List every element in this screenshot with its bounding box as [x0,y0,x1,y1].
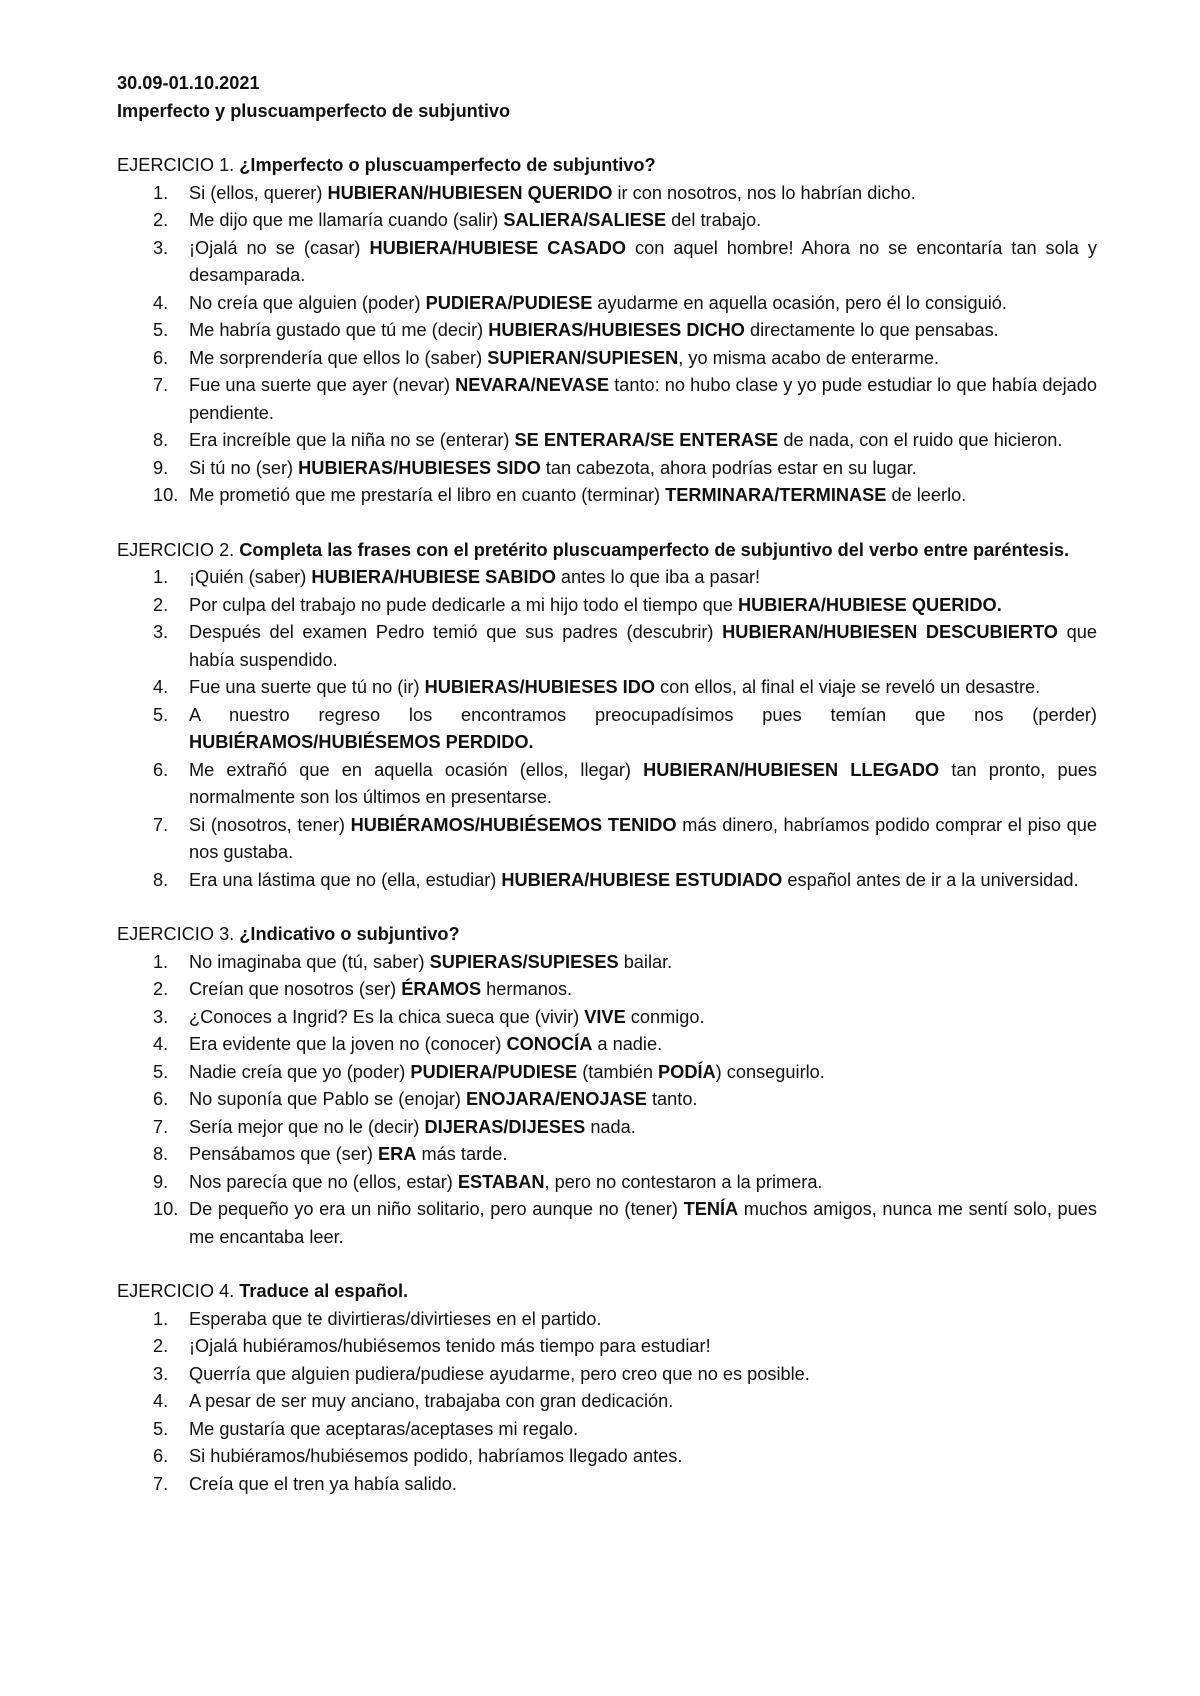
list-item [117,455,1097,483]
item-number: 2. [153,1336,169,1356]
answer-text: TENÍA [683,1199,739,1219]
sentence-text: Si (nosotros, tener) [189,814,351,835]
list-item [117,1443,1097,1471]
sentence-text: Era evidente que la joven no (conocer) [189,1034,507,1054]
item-number: 4. [153,1034,169,1054]
item-number: 5. [153,1418,169,1439]
answer-text: HUBIÉRAMOS/HUBIÉSEMOS TENIDO [350,814,677,835]
sentence-text: De pequeño yo era un niño solitario, pero aunque no (tener) [189,1199,684,1219]
sentence-text: ayudarme en aquella ocasión, pero él lo consiguió. [592,292,1007,313]
list-item [117,757,1097,812]
item-number: 1. [153,951,169,972]
list-item [117,1114,1097,1142]
sentence-text: a nadie. [592,1034,663,1054]
sentence-text: con ellos, al final el viaje se reveló un desastre. [654,677,1041,697]
sentence-text: tanto: no hubo clase y yo pude estudiar lo que había dejado pendiente. [189,375,1098,423]
sentence-text: Me dijo que me llamaría cuando (salir) [189,210,504,230]
item-number: 4. [153,1391,169,1411]
item-number: 10. [153,485,179,505]
sentence-text: tan cabezota, ahora podrías estar en su lugar. [540,457,917,478]
answer-text: SALIERA/SALIESE [503,210,667,230]
answer-text: ESTABAN [457,1171,545,1192]
exercise-list [117,564,1097,894]
sentence-text: más dinero, habríamos podido comprar el piso que nos gustaba. [189,814,1097,862]
exercise-section [117,1278,1097,1498]
item-number: 10. [153,1199,179,1219]
item-number: 5. [153,1061,169,1082]
sentence-text: Esperaba que te divirtieras/divirtieses en el partido. [189,1308,602,1329]
sentence-text: No creía que alguien (poder) [189,292,426,313]
list-item [117,619,1097,674]
sentence-text: Por culpa del trabajo no pude dedicarle a mi hijo todo el tiempo que [189,594,739,615]
answer-text: HUBIERAS/HUBIESES DICHO [488,320,745,340]
answer-text: HUBIERAS/HUBIESES IDO [424,677,655,697]
answer-text: HUBIERAN/HUBIESEN DESCUBIERTO [722,622,1058,642]
exercise-instruction: Traduce al español. [239,1281,409,1301]
sentence-text: ¿Conoces a Ingrid? Es la chica sueca que (vivir) [189,1006,585,1027]
answer-text: HUBIERA/HUBIESE CASADO [369,237,627,258]
list-item [117,1059,1097,1087]
list-item [117,207,1097,235]
sentence-text: Me habría gustado que tú me (decir) [189,320,489,340]
list-item [117,1416,1097,1444]
sentence-text: Me extrañó que en aquella ocasión (ellos, llegar) [189,759,644,780]
sentence-text: Fue una suerte que ayer (nevar) [189,375,456,395]
document-date: 30.09-01.10.2021 [117,73,260,93]
answer-text: TERMINARA/TERMINASE [665,485,887,505]
list-item [117,949,1097,977]
item-number: 2. [153,979,169,999]
item-number: 4. [153,677,169,697]
answer-text: NEVARA/NEVASE [455,375,610,395]
sentence-text: bailar. [618,951,673,972]
item-number: 6. [153,1446,169,1466]
list-item [117,564,1097,592]
list-item [117,1031,1097,1059]
answer-text: CONOCÍA [506,1034,593,1054]
item-number: 4. [153,292,169,313]
answer-text: SUPIERAN/SUPIESEN [487,347,679,368]
sentence-text: hermanos. [481,979,573,999]
sentence-text: ir con nosotros, nos lo habrían dicho. [612,182,916,203]
list-item [117,372,1097,427]
list-item [117,976,1097,1004]
sentence-text: Era una lástima que no (ella, estudiar) [189,869,502,890]
document-subtitle: Imperfecto y pluscuamperfecto de subjuntivo [117,100,511,121]
list-item [117,702,1097,757]
sentence-text: más tarde. [416,1144,508,1164]
sentence-text: Me sorprendería que ellos lo (saber) [189,347,488,368]
answer-text: SE ENTERARA/SE ENTERASE [514,430,779,450]
sentence-text: No suponía que Pablo se (enojar) [189,1089,467,1109]
exercise-number: EJERCICIO 2. [117,539,240,560]
list-item [117,1086,1097,1114]
item-number: 3. [153,1363,169,1384]
exercise-instruction: ¿Indicativo o subjuntivo? [239,924,460,944]
answer-text: ERA [378,1144,417,1164]
sentence-text: , pero no contestaron a la primera. [544,1171,823,1192]
item-number: 1. [153,182,169,203]
answer-text: HUBIERA/HUBIESE QUERIDO. [738,594,1002,615]
exercise-instruction: ¿Imperfecto o pluscuamperfecto de subjuntivo? [239,155,656,175]
item-number: 2. [153,594,169,615]
item-number: 8. [153,430,169,450]
sentence-text: Me prometió que me prestaría el libro en cuanto (terminar) [189,485,666,505]
list-item [117,290,1097,318]
answer-text: HUBIERAN/HUBIESEN LLEGADO [643,759,940,780]
answer-text: HUBIERAS/HUBIESES SIDO [298,457,541,478]
sentence-text: Si hubiéramos/hubiésemos podido, habríamos llegado antes. [189,1446,683,1466]
list-item [117,1471,1097,1499]
exercise-section [117,537,1097,895]
list-item [117,1196,1097,1251]
sentence-text: Si tú no (ser) [189,457,299,478]
sentence-text: Fue una suerte que tú no (ir) [189,677,425,697]
exercise-number: EJERCICIO 1. [117,155,240,175]
sentence-text: ¡Ojalá hubiéramos/hubiésemos tenido más tiempo para estudiar! [189,1336,711,1356]
sentence-text: Nos parecía que no (ellos, estar) [189,1171,458,1192]
sentence-text: (también [577,1061,659,1082]
exercise-list [117,949,1097,1252]
sentence-text: Era increíble que la niña no se (enterar) [189,430,515,450]
list-item [117,345,1097,373]
document-page [117,70,1097,1498]
list-item [117,1169,1097,1197]
sentence-text: de leerlo. [886,485,967,505]
exercise-title [117,537,1097,565]
sentence-text: ¡Quién (saber) [189,567,312,587]
list-item [117,674,1097,702]
sentence-text: A nuestro regreso los encontramos preocupadísimos pues temían que nos (perder) [189,704,1097,725]
sentence-text: que había suspendido. [189,622,1097,670]
sentence-text: Me gustaría que aceptaras/aceptases mi regalo. [189,1418,579,1439]
item-number: 7. [153,1473,169,1494]
sentence-text: Después del examen Pedro temió que sus padres (descubrir) [189,622,723,642]
exercise-list [117,180,1097,510]
item-number: 3. [153,1006,169,1027]
list-item [117,867,1097,895]
sentence-text: Creía que el tren ya había salido. [189,1473,457,1494]
list-item [117,1141,1097,1169]
sentence-text: Pensábamos que (ser) [189,1144,379,1164]
item-number: 1. [153,567,169,587]
item-number: 1. [153,1308,169,1329]
exercise-number: EJERCICIO 4. [117,1281,240,1301]
list-item [117,235,1097,290]
item-number: 8. [153,869,169,890]
exercise-section [117,152,1097,510]
answer-text: HUBIERAN/HUBIESEN QUERIDO [327,182,613,203]
sentence-text: tanto. [646,1089,698,1109]
answer-text: PUDIERA/PUDIESE [425,292,593,313]
item-number: 7. [153,814,169,835]
item-number: 9. [153,457,169,478]
list-item [117,317,1097,345]
answer-text: VIVE [584,1006,626,1027]
answer-text: PODÍA [658,1061,716,1082]
sentence-text: , yo misma acabo de enterarme. [678,347,940,368]
item-number: 6. [153,1089,169,1109]
list-item [117,1306,1097,1334]
list-item [117,1361,1097,1389]
list-item [117,812,1097,867]
item-number: 6. [153,759,169,780]
exercise-instruction: Completa las frases con el pretérito pluscuamperfecto de subjuntivo del verbo entre paréntesis. [239,539,1070,560]
list-item [117,1004,1097,1032]
item-number: 3. [153,622,169,642]
sentence-text: A pesar de ser muy anciano, trabajaba con gran dedicación. [189,1391,674,1411]
sentence-text: ¡Ojalá no se (casar) [189,237,370,258]
exercise-title [117,152,1097,180]
list-item [117,180,1097,208]
answer-text: SUPIERAS/SUPIESES [429,951,619,972]
sentence-text: Nadie creía que yo (poder) [189,1061,411,1082]
answer-text: HUBIÉRAMOS/HUBIÉSEMOS PERDIDO. [189,732,534,752]
answer-text: HUBIERA/HUBIESE SABIDO [311,567,556,587]
exercise-sections [117,152,1097,1498]
list-item [117,592,1097,620]
list-item [117,1388,1097,1416]
sentence-text: antes lo que iba a pasar! [555,567,761,587]
sentence-text: nada. [585,1116,636,1137]
sentence-text: Creían que nosotros (ser) [189,979,402,999]
sentence-text: del trabajo. [666,210,762,230]
sentence-text: español antes de ir a la universidad. [782,869,1079,890]
sentence-text: Querría que alguien pudiera/pudiese ayudarme, pero creo que no es posible. [189,1363,810,1384]
answer-text: PUDIERA/PUDIESE [410,1061,578,1082]
item-number: 6. [153,347,169,368]
sentence-text: conmigo. [625,1006,705,1027]
item-number: 8. [153,1144,169,1164]
list-item [117,482,1097,510]
sentence-text: Si (ellos, querer) [189,182,328,203]
item-number: 2. [153,210,169,230]
exercise-title [117,921,1097,949]
sentence-text: No imaginaba que (tú, saber) [189,951,430,972]
exercise-list [117,1306,1097,1499]
sentence-text: con aquel hombre! Ahora no se encontaría tan sola y desamparada. [189,237,1097,285]
answer-text: DIJERAS/DIJESES [424,1116,586,1137]
list-item [117,427,1097,455]
item-number: 7. [153,1116,169,1137]
answer-text: ENOJARA/ENOJASE [466,1089,647,1109]
exercise-number: EJERCICIO 3. [117,924,240,944]
item-number: 9. [153,1171,169,1192]
item-number: 3. [153,237,169,258]
sentence-text: tan pronto, pues normalmente son los últimos en presentarse. [189,759,1097,807]
sentence-text: de nada, con el ruido que hicieron. [778,430,1063,450]
exercise-section [117,921,1097,1251]
sentence-text: muchos amigos, nunca me sentí solo, pues me encantaba leer. [189,1199,1097,1247]
sentence-text: ) conseguirlo. [715,1061,825,1082]
item-number: 5. [153,704,169,725]
exercise-title [117,1278,1097,1306]
item-number: 5. [153,320,169,340]
sentence-text: Sería mejor que no le (decir) [189,1116,425,1137]
item-number: 7. [153,375,169,395]
sentence-text: directamente lo que pensabas. [744,320,999,340]
list-item [117,1333,1097,1361]
answer-text: HUBIERA/HUBIESE ESTUDIADO [501,869,783,890]
answer-text: ÉRAMOS [401,979,482,999]
